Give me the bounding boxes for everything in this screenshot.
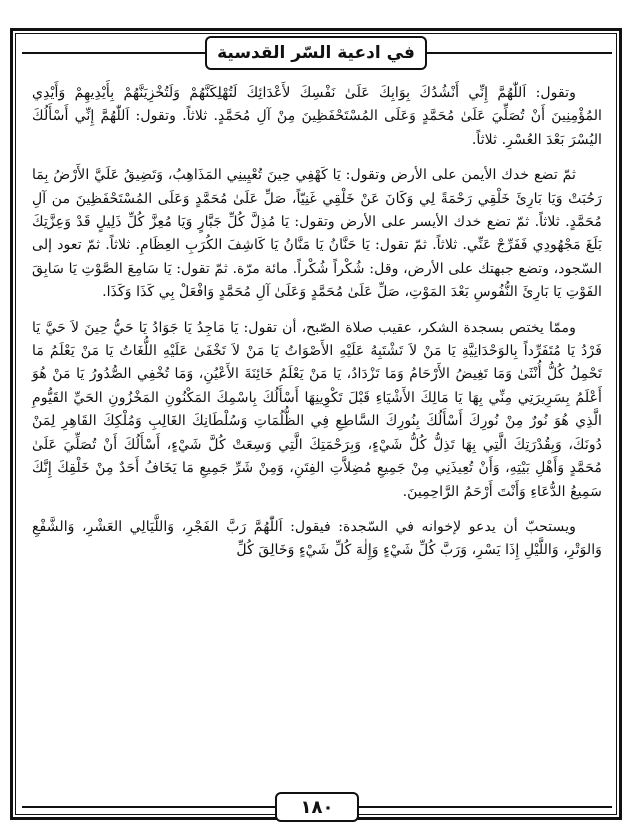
running-header-title: في ادعية السّر القدسية bbox=[217, 43, 415, 63]
footer-tab bbox=[275, 792, 359, 822]
paragraph-4: ويستحبّ أن يدعو لإخوانه في السّجدة: فيقول: اَللّٰهُمَّ رَبَّ الفَجْرِ، وَاللَّيَالِي العَشْرِ، وَالشَّفْعِ وَالوَتْرِ، وَاللَّيْلِ إِذَا يَسْرِ، وَرَبَّ كُلِّ شَيْءٍ وَإِلٰهَ كُلِّ شَيْءٍ وَخَالِقَ كُلِّ bbox=[32, 518, 602, 559]
paragraph-2: ثمّ تضع خدك الأيمن على الأرض وتقول: يَا كَهْفِي حِينَ تُعْيِينِي المَذَاهِبُ، وَتَضِيقُ عَلَيَّ الأَرْضُ بِمَا رَحُبَتْ وَيَا بَارِئَ خَلْقِي رَحْمَةً لِي وَكَانَ عَنْ خَلْقِي غَنِيّاً، صَلِّ عَلَىٰ مُحَمَّدٍ وَعَلَى المُسْتَحْفَظِينَ من آلِ مُحَمَّدٍ. ثلاثاً. ثمّ تضع خدك الأيسر على الأرض وتقول: يَا مُذِلَّ كُلِّ جَبَّارٍ وَيَا مُعِزَّ كُلِّ ذَلِيلٍ قَدْ وَعِزَّتِكَ بَلَغَ مَجْهُودِي فَفَرِّجْ عَنِّي. ثلاثاً. ثمّ تقول: يَا حَنَّانُ يَا مَنَّانُ يَا كَاشِفَ الكُرَبِ العِظَامِ. ثلاثاً. ثمّ تعود إلى السّجود، وتضع جبهتك على الأرض، وقل: شُكْراً شُكْراً. مائة مرّة. ثمّ تقول: يَا سَامِعَ الصَّوْتِ يَا سَابِقَ الفَوْتِ يَا بَارِئَ النُّفُوسِ بَعْدَ المَوْتِ، صَلِّ عَلَىٰ مُحَمَّدٍ وَعَلَىٰ آلِ مُحَمَّدٍ وَافْعَلْ بِي كَذَا وَكَذَا. bbox=[32, 167, 602, 301]
page-number: ١٨٠ bbox=[300, 796, 334, 818]
paragraph-3: وممّا يختص بسجدة الشكر، عقيب صلاة الصّبح، أن تقول: يَا مَاجِدُ يَا جَوَادُ يَا حَيُّ حِينَ لاَ حَيَّ يَا فَرْدُ يَا مُتَفَرِّداً بِالوَحْدَانِيَّةِ يَا مَنْ لاَ تَشْتَبِهُ عَلَيْهِ الأَصْوَاتُ يَا مَنْ لاَ تَخْفَىٰ عَلَيْهِ اللُّغَاتُ يَا مَنْ يَعْلَمُ مَا تَحْمِلُ كُلُّ أُنْثَىٰ وَمَا تَغِيضُ الأَرْحَامُ وَمَا تَزْدَادُ، يَا مَنْ يَعْلَمُ خَائِنَةَ الأَعْيُنِ، وَمَا تُخْفِي الصُّدُورُ يَا مَنْ هُوَ أَعْلَمُ بِسَرِيرَتِي مِنِّي بِهَا يَا مَالِكَ الأَشْيَاءِ قَبْلَ تَكْوِينِهَا أَسْأَلُكَ بِاسْمِكَ المَكْنُونِ المَخْزُونِ الحَيِّ القَيُّومِ الَّذِي هُوَ نُورٌ مِنْ نُورِكَ أَسْأَلُكَ بِنُورِكَ السَّاطِعِ فِي الظُّلُمَاتِ وَسُلْطَانِكَ الغَالِبِ وَمُلْكِكَ القَاهِرِ لِمَنْ دُونَكَ، وَبِقُدْرَتِكَ الَّتِي بِهَا تَذِلُّ كُلُّ شَيْءٍ، وَبِرَحْمَتِكَ الَّتِي وَسِعَتْ كُلَّ شَيْءٍ، أَسْأَلُكَ أَنْ تُصَلِّيَ عَلَىٰ مُحَمَّدٍ وَأَهْلِ بَيْتِهِ، وَأَنْ تُعِيذَنِي مِنْ جَمِيعِ مُضِلاَّتِ الفِتَنِ، وَمِنْ شَرِّ جَمِيعِ مَا يَخَافُ أَحَدٌ مِنْ خَلْقِكَ إِنَّكَ سَمِيعُ الدُّعَاءِ وَأَنْتَ أَرْحَمُ الرَّاحِمِينَ. bbox=[32, 319, 602, 500]
header-tab bbox=[205, 36, 427, 70]
page-body bbox=[32, 82, 602, 575]
paragraph-1: وتقول: اَللّٰهُمَّ إِنِّي أَنْشُدُكَ بِوَابِكَ عَلَىٰ نَفْسِكَ لأَعْدَائِكَ لَتُهْلِكَنَّهُمْ وَلَتُخْزِيَنَّهُمْ بِأَيْدِيهِمْ وَأَيْدِي المُؤْمِنِينَ أَنْ تُصَلِّيَ عَلَىٰ مُحَمَّدٍ وَعَلَى المُسْتَحْفَظِينَ مِنْ آلِ مُحَمَّدٍ. ثلاثاً. وتقول: اَللّٰهُمَّ إِنِّي أَسْأَلُكَ اليُسْرَ بَعْدَ العُسْرِ. ثلاثاً. bbox=[32, 85, 602, 148]
